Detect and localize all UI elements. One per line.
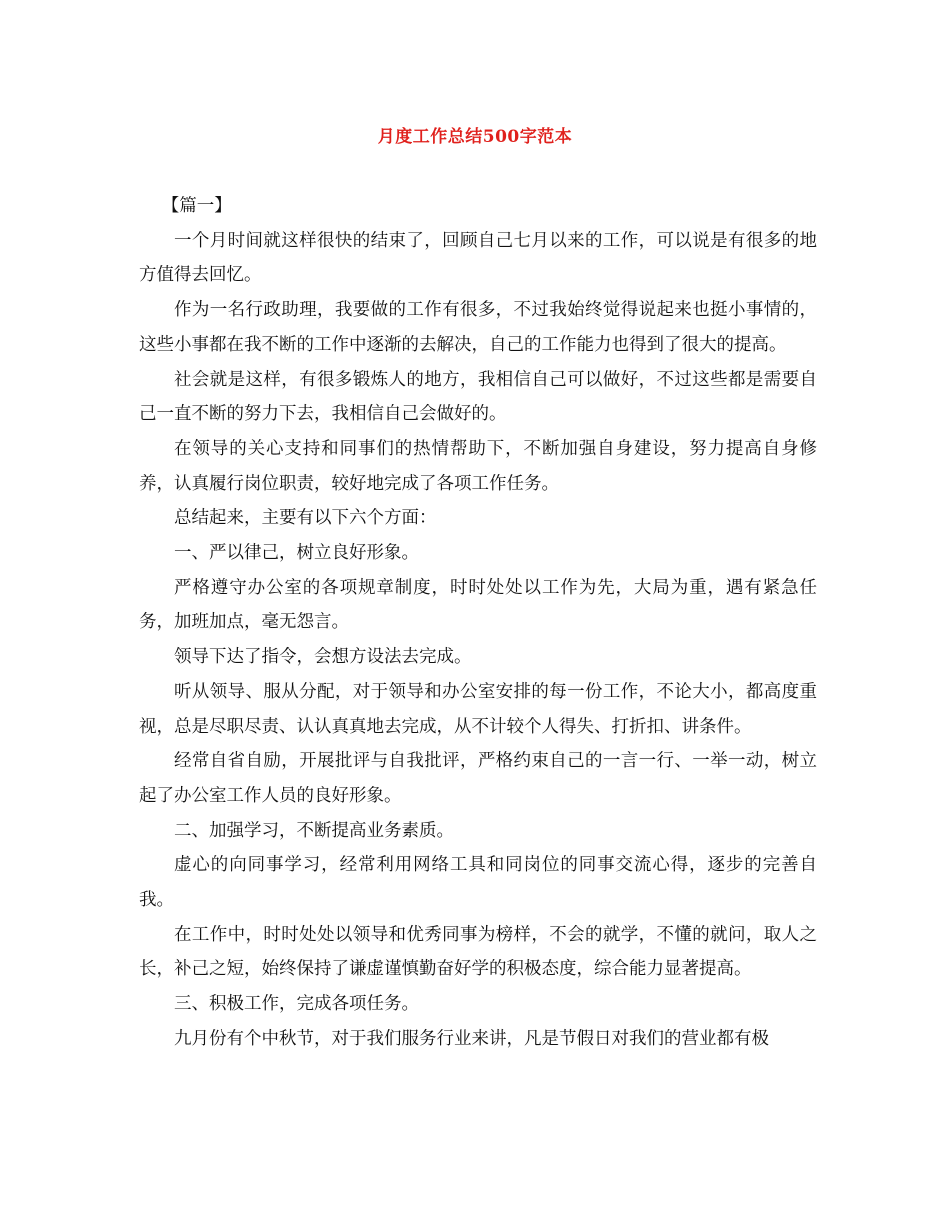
paragraph: 总结起来，主要有以下六个方面： (174, 508, 437, 529)
paragraph: 经常自省自励，开展批评与自我批评，严格约束自己的一言一行、一举一动，树立起了办公室工作人员的良好形象。 (139, 751, 817, 806)
paragraph: 在工作中，时时处处以领导和优秀同事为榜样，不会的就学，不懂的就问，取人之长，补己之短，始终保持了谦虚谨慎勤奋好学的积极态度，综合能力显著提高。 (139, 924, 817, 980)
document-title: 月度工作总结500字范本 (377, 127, 573, 147)
paragraph: 一个月时间就这样很快的结束了，回顾自己七月以来的工作，可以说是有很多的地方值得去回忆。 (139, 230, 817, 286)
paragraph: 虚心的向同事学习，经常利用网络工具和同岗位的同事交流心得，逐步的完善自我。 (139, 855, 817, 911)
section-heading: 一、严以律己，树立良好形象。 (174, 543, 419, 564)
paragraph: 严格遵守办公室的各项规章制度，时时处处以工作为先，大局为重，遇有紧急任务，加班加点，毫无怨言。 (139, 577, 817, 633)
paragraph: 九月份有个中秋节，对于我们服务行业来讲，凡是节假日对我们的营业都有极 (174, 1028, 769, 1049)
document-body (139, 189, 817, 1057)
paragraph: 作为一名行政助理，我要做的工作有很多，不过我始终觉得说起来也挺小事情的，这些小事都在我不断的工作中逐渐的去解决，自己的工作能力也得到了很大的提高。 (139, 300, 817, 355)
section-label: 【篇一】 (161, 196, 232, 216)
paragraph: 听从领导、服从分配，对于领导和办公室安排的每一份工作，不论大小，都高度重视，总是尽职尽责、认认真真地去完成，从不计较个人得失、打折扣、讲条件。 (139, 681, 817, 737)
paragraph: 社会就是这样，有很多锻炼人的地方，我相信自己可以做好，不过这些都是需要自己一直不断的努力下去，我相信自己会做好的。 (139, 369, 817, 425)
paragraph: 领导下达了指令，会想方设法去完成。 (174, 647, 472, 668)
paragraph: 在领导的关心支持和同事们的热情帮助下，不断加强自身建设，努力提高自身修养，认真履行岗位职责，较好地完成了各项工作任务。 (139, 438, 817, 494)
section-heading: 二、加强学习，不断提高业务素质。 (174, 820, 454, 841)
section-heading: 三、积极工作，完成各项任务。 (174, 994, 419, 1015)
